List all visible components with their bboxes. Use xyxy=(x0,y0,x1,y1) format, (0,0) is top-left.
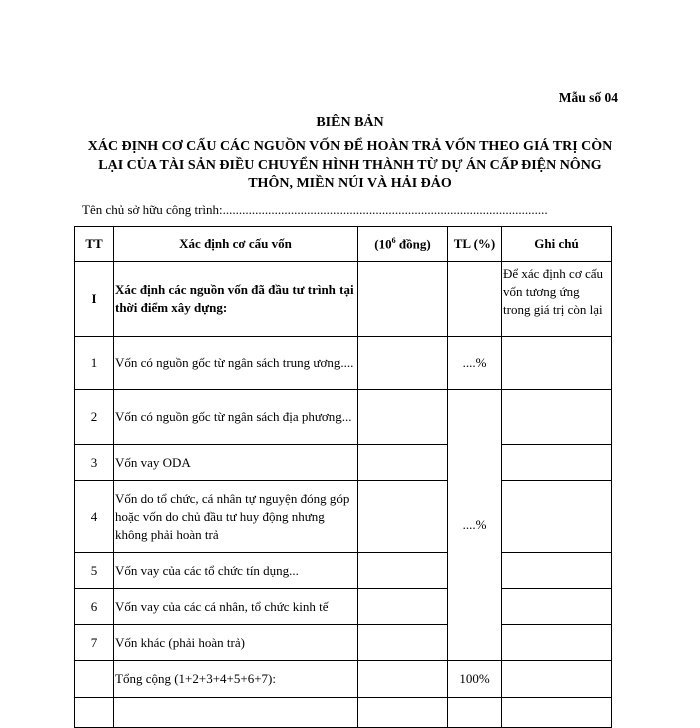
row-note xyxy=(502,553,612,589)
owner-name-line: Tên chủ sở hữu công trình:.................................................................................................... xyxy=(82,202,548,217)
row-label: Vốn vay của các cá nhân, tổ chức kinh tế xyxy=(114,589,358,625)
row-ratio xyxy=(448,262,502,337)
row-note xyxy=(502,661,612,698)
row-note xyxy=(502,698,612,728)
document-subtitle: XÁC ĐỊNH CƠ CẤU CÁC NGUỒN VỐN ĐỂ HOÀN TRẢ VỐN THEO GIÁ TRỊ CÒN LẠI CỦA TÀI SẢN ĐIỀU CHUYỂN HÌNH THÀNH TỪ DỰ ÁN CẤP ĐIỆN NÔNG THÔN, MIỀN NÚI VÀ HẢI ĐẢO xyxy=(87,139,613,191)
capital-structure-table xyxy=(74,226,612,728)
table-row xyxy=(75,481,612,553)
row-amount xyxy=(358,390,448,445)
row-tt: 3 xyxy=(75,445,114,481)
row-label xyxy=(114,698,358,728)
merged-ratio: ....% xyxy=(448,390,502,661)
row-label: Vốn vay của các tổ chức tín dụng... xyxy=(114,553,358,589)
table-row-section-i xyxy=(75,262,612,337)
row-ratio: ....% xyxy=(448,337,502,390)
row-tt: I xyxy=(75,262,114,337)
row-amount xyxy=(358,337,448,390)
row-tt: 6 xyxy=(75,589,114,625)
row-amount xyxy=(358,262,448,337)
header-note: Ghi chú xyxy=(502,227,612,262)
row-amount xyxy=(358,481,448,553)
row-note xyxy=(502,445,612,481)
row-note xyxy=(502,481,612,553)
row-label: Xác định các nguồn vốn đã đầu tư trình tại thời điểm xây dựng: xyxy=(114,262,358,337)
row-note: Để xác định cơ cấu vốn tương ứng trong giá trị còn lại xyxy=(502,262,612,337)
row-tt: 4 xyxy=(75,481,114,553)
table-row xyxy=(75,589,612,625)
row-tt: 7 xyxy=(75,625,114,661)
document-title: BIÊN BẢN xyxy=(316,115,384,130)
table-row xyxy=(75,390,612,445)
header-structure: Xác định cơ cấu vốn xyxy=(114,227,358,262)
table-row xyxy=(75,625,612,661)
row-amount xyxy=(358,661,448,698)
row-tt: 2 xyxy=(75,390,114,445)
row-ratio: 100% xyxy=(448,661,502,698)
table-row xyxy=(75,445,612,481)
row-label: Vốn do tổ chức, cá nhân tự nguyện đóng góp hoặc vốn do chủ đầu tư huy động nhưng không phải hoàn trả xyxy=(114,481,358,553)
table-row xyxy=(75,553,612,589)
row-label: Tổng cộng (1+2+3+4+5+6+7): xyxy=(114,661,358,698)
row-tt: 1 xyxy=(75,337,114,390)
form-number: Mẫu số 04 xyxy=(558,90,618,105)
table-row-total xyxy=(75,661,612,698)
header-tt: TT xyxy=(75,227,114,262)
row-amount xyxy=(358,445,448,481)
row-amount xyxy=(358,698,448,728)
row-tt: 5 xyxy=(75,553,114,589)
row-label: Vốn có nguồn gốc từ ngân sách trung ương.... xyxy=(114,337,358,390)
table-header-row xyxy=(75,227,612,262)
header-amount: ($10^6$ đồng) xyxy=(358,227,448,262)
header-ratio: TL (%) xyxy=(448,227,502,262)
row-tt xyxy=(75,661,114,698)
row-note xyxy=(502,390,612,445)
row-label: Vốn khác (phải hoàn trả) xyxy=(114,625,358,661)
table-row xyxy=(75,337,612,390)
row-amount xyxy=(358,589,448,625)
table-row-empty xyxy=(75,698,612,728)
row-amount xyxy=(358,625,448,661)
row-label: Vốn có nguồn gốc từ ngân sách địa phương... xyxy=(114,390,358,445)
row-amount xyxy=(358,553,448,589)
row-ratio xyxy=(448,698,502,728)
row-tt xyxy=(75,698,114,728)
row-note xyxy=(502,589,612,625)
row-label: Vốn vay ODA xyxy=(114,445,358,481)
row-note xyxy=(502,337,612,390)
row-note xyxy=(502,625,612,661)
